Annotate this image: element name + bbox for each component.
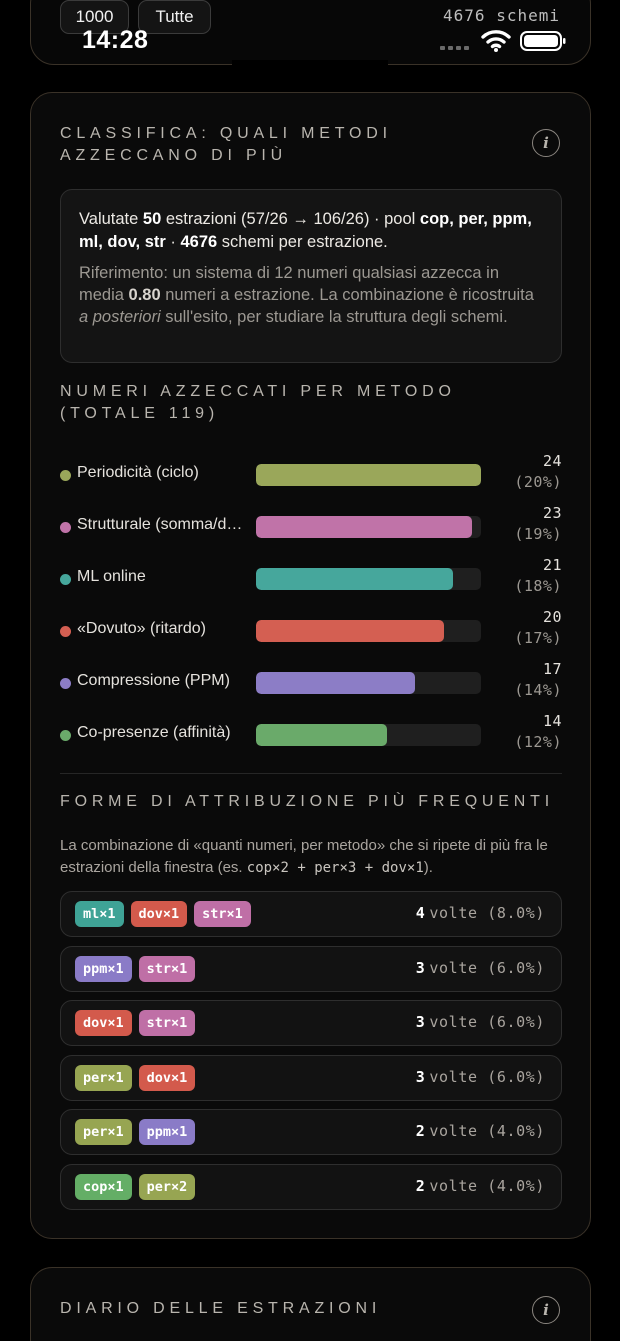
- clock: 14:28: [82, 26, 149, 54]
- summary-box: [60, 189, 562, 363]
- bar-track: [256, 464, 481, 486]
- method-tag: ppm×1: [139, 1119, 196, 1145]
- summary-reference: Riferimento: un sistema di 12 numeri qualsiasi azzecca in media 0.80 numeri a estrazione. La combinazione è ricostruita a posteriori sull'esito, per studiare la struttura degli schemi.: [79, 264, 534, 326]
- bar-track: [256, 516, 481, 538]
- method-tag: per×1: [75, 1065, 132, 1091]
- bar-value: 14 (12%): [514, 712, 562, 751]
- diary-title: DIARIO DELLE ESTRAZIONI: [60, 1300, 382, 1317]
- method-tag: dov×1: [139, 1065, 196, 1091]
- ranking-title: CLASSIFICA: QUALI METODI AZZECCANO DI PIÙ: [60, 125, 392, 164]
- legend-dot: [60, 626, 71, 637]
- battery-icon: [520, 31, 566, 51]
- bar-fill: [256, 568, 453, 590]
- method-tag: str×1: [139, 1010, 196, 1036]
- bar-fill: [256, 724, 387, 746]
- legend-dot: [60, 522, 71, 533]
- form-count: 3 volte (6.0%): [415, 958, 545, 977]
- method-bar-row: [60, 712, 562, 761]
- bar-fill: [256, 672, 415, 694]
- divider: [60, 773, 562, 774]
- forms-description: La combinazione di «quanti numeri, per metodo» che si ripete di più fra le estrazioni della finestra (es. cop×2 + per×3 + dov×1).: [60, 837, 548, 876]
- form-tags: [75, 1010, 195, 1036]
- method-tag: ml×1: [75, 901, 124, 927]
- bar-fill: [256, 620, 444, 642]
- method-label: Periodicità (ciclo): [77, 464, 199, 481]
- form-row: [60, 1164, 562, 1210]
- method-tag: str×1: [139, 956, 196, 982]
- method-bar-row: [60, 452, 562, 501]
- method-tag: dov×1: [75, 1010, 132, 1036]
- method-bar-row: [60, 608, 562, 657]
- bar-track: [256, 568, 481, 590]
- method-tag: dov×1: [131, 901, 188, 927]
- bar-fill: [256, 464, 481, 486]
- method-tag: ppm×1: [75, 956, 132, 982]
- form-tags: [75, 901, 251, 927]
- method-label: ML online: [77, 568, 146, 585]
- form-row: [60, 1055, 562, 1101]
- bar-track: [256, 620, 481, 642]
- signal-icon: [440, 46, 469, 50]
- form-row: [60, 946, 562, 992]
- legend-dot: [60, 730, 71, 741]
- wifi-icon: [481, 29, 511, 53]
- island-gap: [232, 60, 388, 72]
- form-tags: [75, 1174, 195, 1200]
- form-row: [60, 1109, 562, 1155]
- bar-value: 20 (17%): [514, 608, 562, 647]
- forms-title: FORME DI ATTRIBUZIONE PIÙ FREQUENTI: [60, 793, 554, 810]
- bar-value: 17 (14%): [514, 660, 562, 699]
- method-label: Co-presenze (affinità): [77, 724, 231, 741]
- legend-dot: [60, 678, 71, 689]
- bar-value: 24 (20%): [514, 452, 562, 491]
- method-bar-row: [60, 556, 562, 605]
- method-label: «Dovuto» (ritardo): [77, 620, 206, 637]
- form-count: 3 volte (6.0%): [415, 1067, 545, 1086]
- count-pill[interactable]: 1000: [60, 0, 129, 34]
- info-icon[interactable]: i: [532, 129, 560, 157]
- method-tag: str×1: [194, 901, 251, 927]
- method-tag: per×1: [75, 1119, 132, 1145]
- form-row: [60, 891, 562, 937]
- bar-value: 23 (19%): [514, 504, 562, 543]
- form-count: 2 volte (4.0%): [415, 1177, 545, 1195]
- method-label: Strutturale (somma/d…: [77, 516, 243, 533]
- method-bar-row: [60, 504, 562, 553]
- ranking-card: [30, 92, 591, 1239]
- schemi-count: 4676 schemi: [443, 6, 560, 25]
- form-tags: [75, 956, 195, 982]
- diary-card: [30, 1267, 591, 1341]
- method-label: Compressione (PPM): [77, 672, 230, 689]
- legend-dot: [60, 470, 71, 481]
- form-count: 3 volte (6.0%): [415, 1013, 545, 1032]
- summary-main: Valutate 50 estrazioni (57/26 → 106/26) · pool cop, per, ppm, ml, dov, str · 4676 schemi per estrazione.: [79, 210, 532, 251]
- info-icon[interactable]: i: [532, 1296, 560, 1324]
- form-tags: [75, 1119, 195, 1145]
- bar-track: [256, 724, 481, 746]
- form-tags: [75, 1065, 195, 1091]
- form-row: [60, 1000, 562, 1046]
- bars-title: NUMERI AZZECCATI PER METODO (TOTALE 119): [60, 383, 456, 422]
- filter-pill[interactable]: Tutte: [138, 0, 211, 34]
- legend-dot: [60, 574, 71, 585]
- bar-value: 21 (18%): [514, 556, 562, 595]
- method-tag: per×2: [139, 1174, 196, 1200]
- form-count: 2 volte (4.0%): [415, 1122, 545, 1141]
- method-bar-row: [60, 660, 562, 709]
- bar-track: [256, 672, 481, 694]
- method-tag: cop×1: [75, 1174, 132, 1200]
- bar-fill: [256, 516, 472, 538]
- form-count: 4 volte (8.0%): [415, 904, 545, 922]
